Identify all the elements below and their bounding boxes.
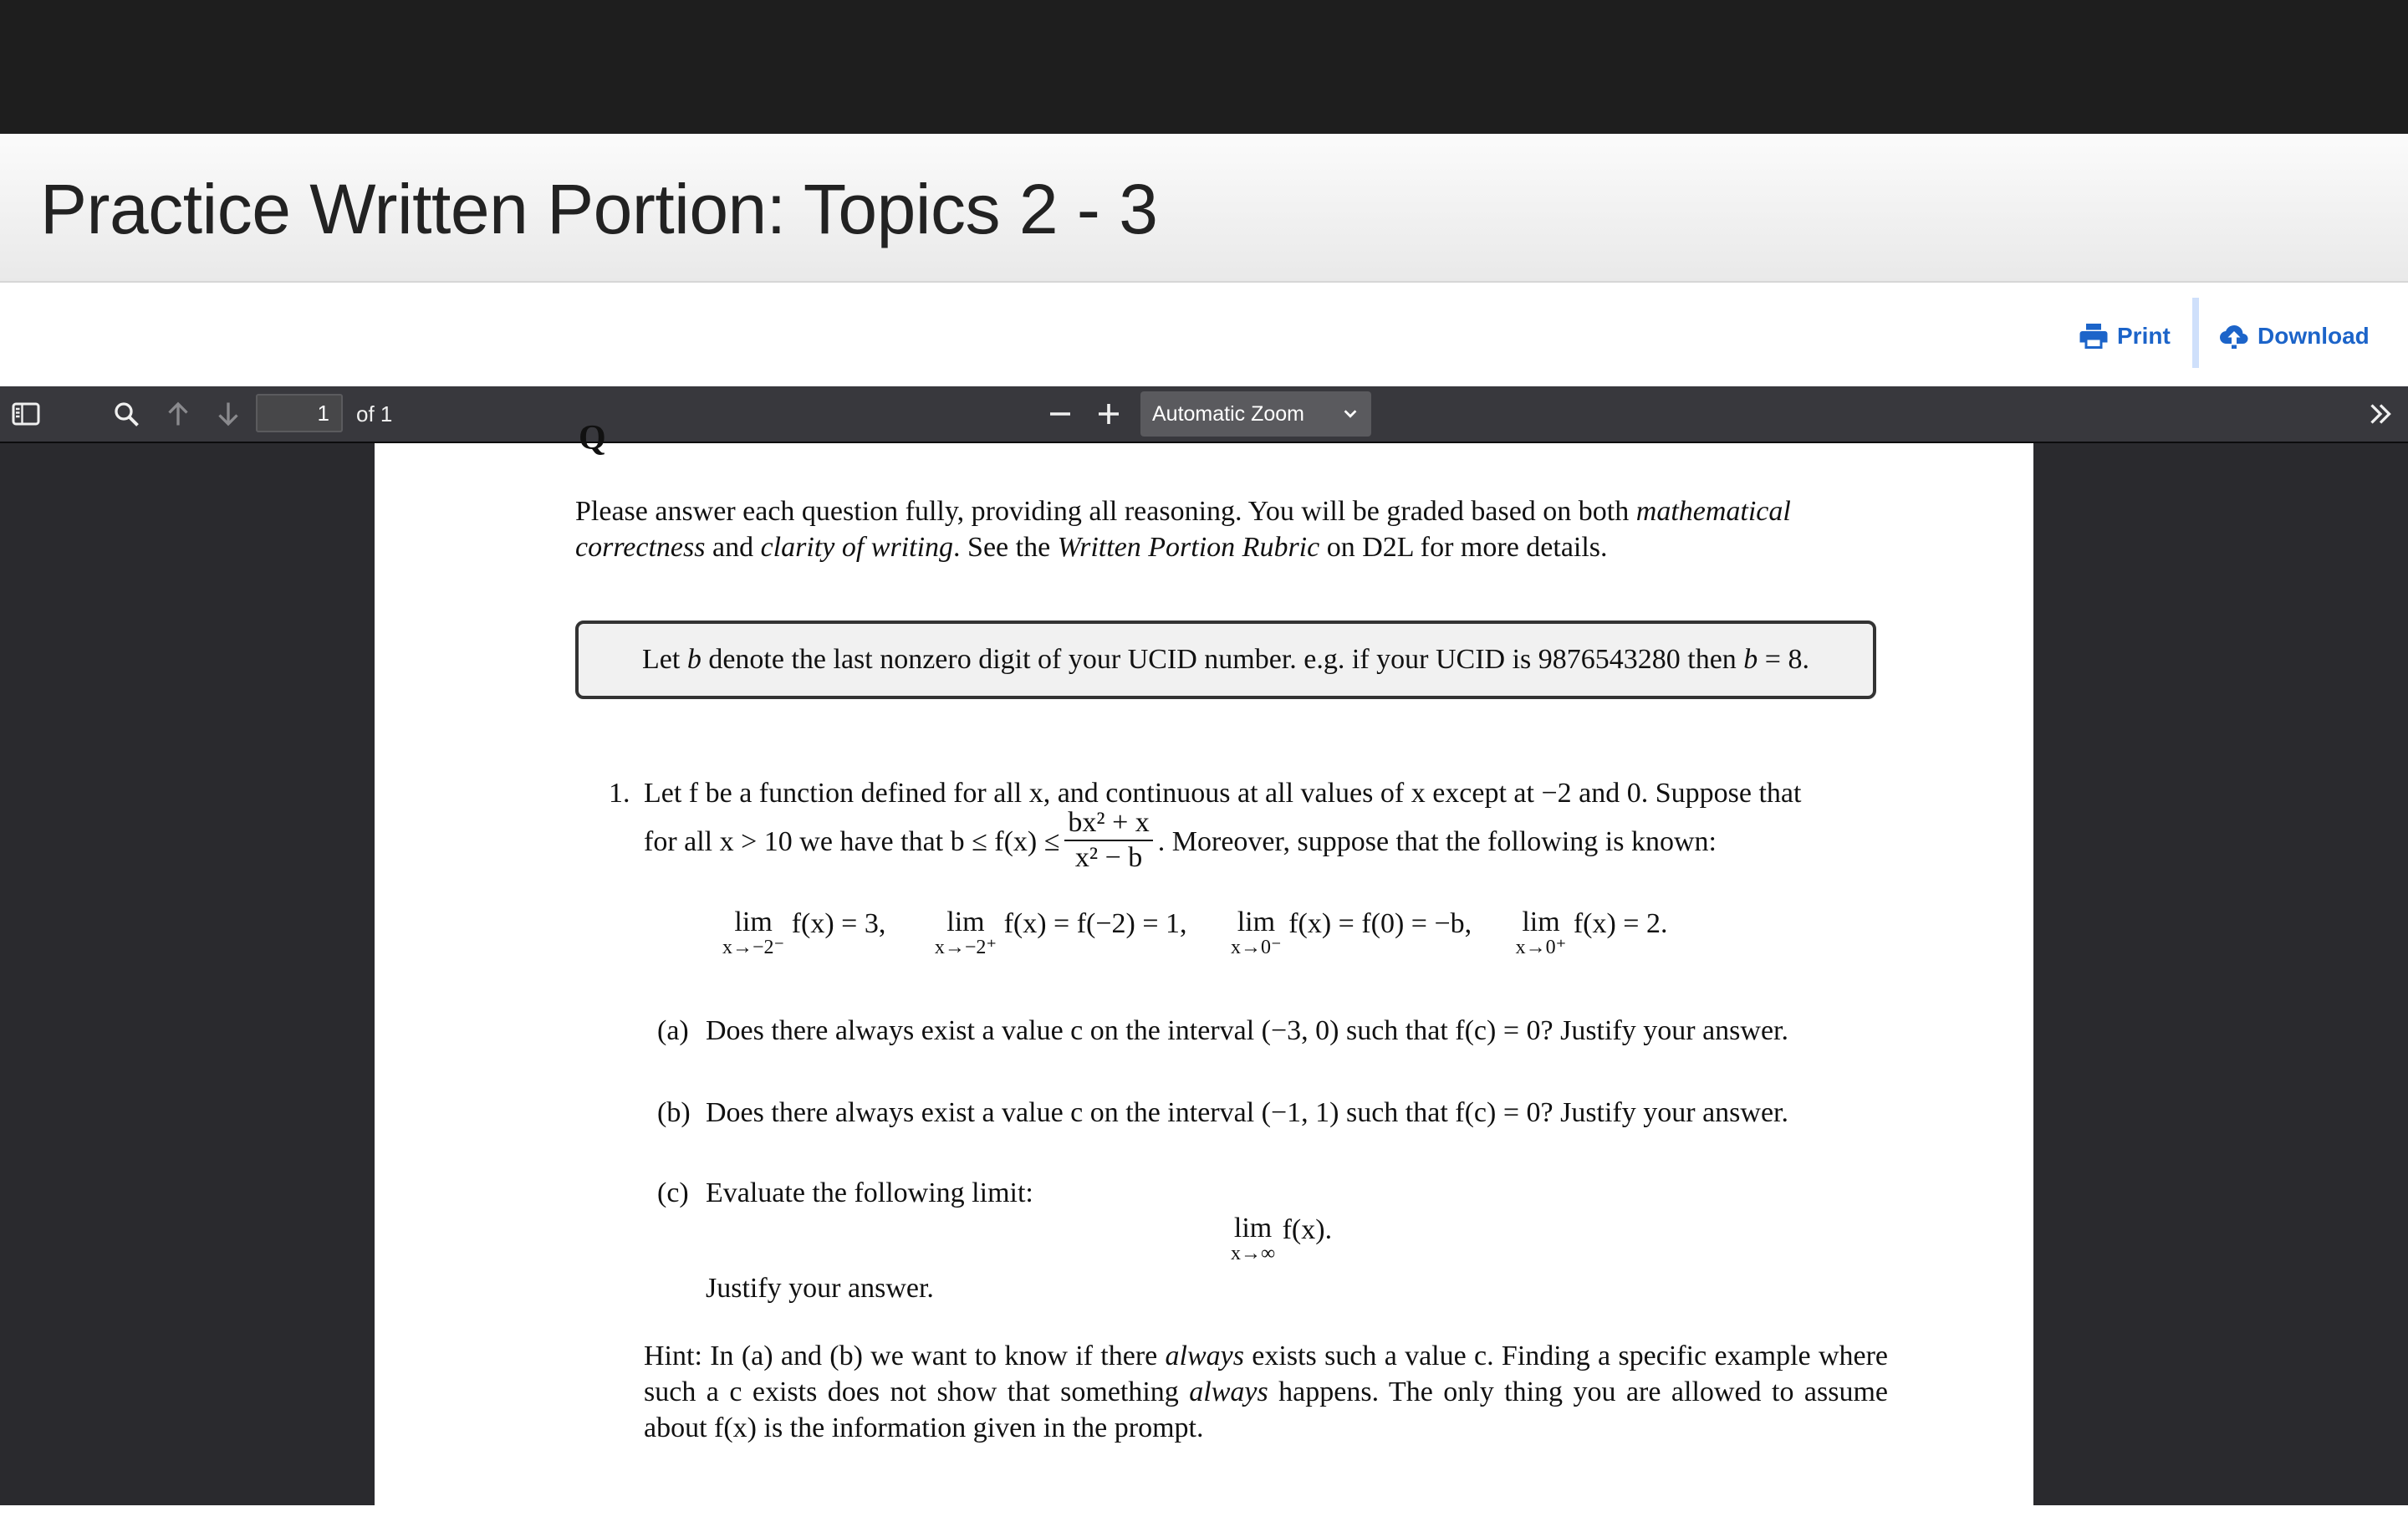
search-button[interactable]: [105, 386, 147, 442]
box-text-2: denote the last nonzero digit of your UCID number. e.g. if your UCID is 9876543280 then: [701, 644, 1744, 675]
question-number: 1.: [609, 778, 630, 809]
part-c-justify: Justify your answer.: [706, 1273, 934, 1304]
hint-emphasis-1: always: [1165, 1341, 1244, 1371]
lim-word-4: lim: [1522, 907, 1560, 937]
limit-expression-3: f(x) = f(0) = −b,: [1288, 908, 1472, 939]
print-label: Print: [2117, 323, 2171, 349]
pdf-toolbar: [0, 386, 2408, 443]
part-c-label: (c): [657, 1177, 689, 1208]
limit-subscript-4: x→0⁺: [1515, 937, 1567, 958]
printer-icon: [2079, 321, 2109, 351]
limit-expression-4: f(x) = 2.: [1573, 908, 1668, 939]
download-button[interactable]: [2219, 311, 2370, 361]
print-button[interactable]: [2079, 311, 2171, 361]
intro-text-4: on D2L for more details.: [1319, 532, 1608, 563]
question-line-2a: for all x > 10 we have that b ≤ f(x) ≤: [644, 825, 1060, 857]
limit-subscript-2: x→−2⁺: [934, 937, 997, 958]
limit-operator-1: [722, 908, 784, 958]
arrow-up-icon: [163, 399, 193, 429]
double-chevron-right-icon: [2365, 399, 2395, 429]
zoom-out-icon: [1045, 399, 1075, 429]
part-c-limit: [1231, 1214, 1332, 1264]
part-a-label: (a): [657, 1015, 689, 1046]
lim-word-2: lim: [946, 907, 985, 937]
intro-text-2: and: [705, 532, 761, 563]
clipped-heading: Q: [579, 419, 606, 457]
part-b-text: Does there always exist a value c on the interval (−1, 1) such that f(c) = 0? Justify your answer.: [706, 1097, 1789, 1128]
box-text-3: = 8.: [1758, 644, 1809, 675]
hint-emphasis-2: always: [1189, 1376, 1268, 1407]
box-text-1: Let: [642, 644, 687, 675]
zoom-out-button[interactable]: [1040, 386, 1080, 442]
chevron-down-icon: [1341, 405, 1360, 423]
search-icon: [111, 399, 141, 429]
intro-paragraph: [575, 493, 1888, 565]
page-count-label: of 1: [356, 401, 393, 426]
intro-emphasis-3: Written Portion Rubric: [1057, 532, 1320, 563]
sidebar-toggle-icon: [11, 399, 41, 429]
action-bar: [0, 283, 2408, 386]
page-title: Practice Written Portion: Topics 2 - 3: [40, 170, 1158, 248]
intro-text-3: . See the: [953, 532, 1058, 563]
limit-operator-2: [935, 908, 997, 958]
limit-operator-3: [1231, 908, 1282, 958]
limit-subscript-1: x→−2⁻: [722, 937, 785, 958]
zoom-in-button[interactable]: [1089, 386, 1129, 442]
intro-emphasis-1: mathematical correctness: [575, 496, 1791, 563]
intro-text-1: Please answer each question fully, providing all reasoning. You will be graded based on both: [575, 496, 1636, 527]
title-band: [0, 134, 2408, 283]
ucid-note-box: [575, 621, 1876, 699]
cloud-download-icon: [2219, 321, 2249, 351]
part-c-limit-subscript: x→∞: [1231, 1243, 1276, 1264]
limit-expression-1: f(x) = 3,: [791, 908, 886, 939]
fraction-denominator: x² − b: [1074, 842, 1143, 873]
question-line-2b: . Moreover, suppose that the following is known:: [1157, 825, 1717, 857]
tools-menu-button[interactable]: [2360, 386, 2401, 442]
limits-row: [722, 908, 1668, 958]
part-b-label: (b): [657, 1097, 691, 1128]
sidebar-toggle-button[interactable]: [5, 386, 47, 442]
bound-fraction: [1064, 806, 1152, 875]
part-c-limit-expression: f(x).: [1282, 1214, 1333, 1245]
hint-text-3: happens. The only thing you are allowed to assume about f(x) is the information given in the prompt.: [644, 1376, 1888, 1443]
top-dark-bar: [0, 0, 2408, 134]
box-var-2: b: [1743, 644, 1758, 675]
hint-text-2: exists such a value c. Finding a specific example where such a c exists does not show that something: [644, 1341, 1888, 1407]
lim-word-1: lim: [734, 907, 773, 937]
question-line-1: Let f be a function defined for all x, and continuous at all values of x except at −2 and 0. Suppose that: [644, 778, 1802, 809]
action-separator: [2192, 298, 2199, 368]
part-c-lim-word: lim: [1233, 1213, 1273, 1244]
part-a-text: Does there always exist a value c on the interval (−3, 0) such that f(c) = 0? Justify your answer.: [706, 1015, 1789, 1046]
intro-emphasis-2: clarity of writing: [760, 532, 954, 563]
limit-subscript-3: x→0⁻: [1231, 937, 1282, 958]
hint-text-1: Hint: In (a) and (b) we want to know if there: [644, 1341, 1166, 1371]
zoom-in-icon: [1094, 399, 1124, 429]
box-var-1: b: [686, 644, 701, 675]
fraction-numerator: bx² + x: [1064, 806, 1152, 841]
limit-operator-4: [1516, 908, 1567, 958]
lim-word-3: lim: [1237, 907, 1276, 937]
limit-expression-2: f(x) = f(−2) = 1,: [1003, 908, 1187, 939]
pdf-viewer[interactable]: [0, 419, 2408, 1505]
zoom-select[interactable]: [1140, 391, 1371, 437]
arrow-down-icon: [213, 399, 243, 429]
previous-page-button[interactable]: [157, 386, 199, 442]
part-c-limit-operator: [1231, 1214, 1275, 1264]
next-page-button[interactable]: [207, 386, 249, 442]
download-label: Download: [2258, 323, 2370, 349]
page-number-input[interactable]: 1: [256, 394, 343, 432]
question-line-2: [644, 807, 1717, 878]
zoom-select-value: Automatic Zoom: [1152, 402, 1305, 426]
hint-paragraph: [644, 1338, 1888, 1446]
part-c-text: Evaluate the following limit:: [706, 1177, 1033, 1208]
pdf-page: [375, 419, 2033, 1522]
